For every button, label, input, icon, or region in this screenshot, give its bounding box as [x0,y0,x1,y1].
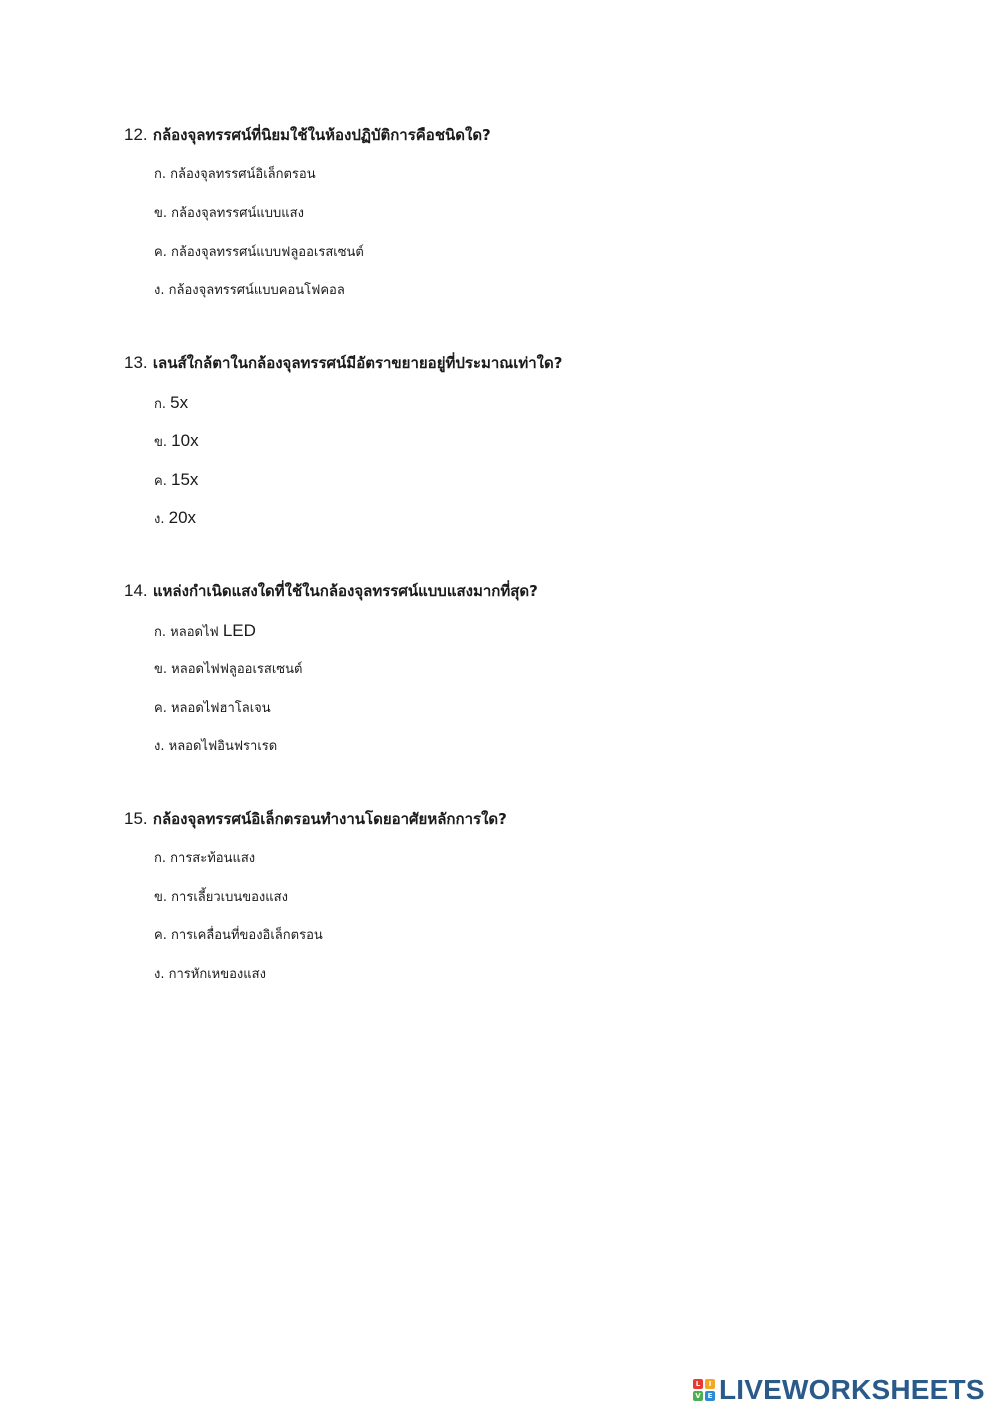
option-d[interactable] [154,736,277,758]
option-letter: ก. [154,167,167,182]
logo-square: L [693,1379,703,1389]
question-14 [124,580,944,754]
option-letter: ค. [154,701,167,716]
option-letter: ง. [154,283,165,298]
question-15 [124,808,944,982]
option-text-extra: LED [222,621,256,640]
option-b[interactable] [154,887,288,909]
option-letter: ค. [154,928,167,943]
option-text: หลอดไฟฟลูออเรสเซนต์ [171,662,303,677]
question-title [124,124,944,146]
option-b[interactable] [154,430,199,454]
option-text: 10x [171,431,199,450]
question-12 [124,124,944,298]
option-letter: ข. [154,662,168,677]
option-text: การหักเหของแสง [168,967,266,982]
question-text: แหล่งกำเนิดแสงใดที่ใช้ในกล้องจุลทรรศน์แบบแสงมากที่สุด? [152,582,538,600]
question-13 [124,352,944,527]
question-number: 12. [124,125,148,144]
option-d[interactable] [154,964,266,986]
option-text: กล้องจุลทรรศน์แบบฟลูออเรสเซนต์ [170,245,364,260]
option-letter: ค. [154,245,167,260]
logo-mark-icon [693,1379,715,1401]
question-title [124,352,944,374]
option-c[interactable] [154,925,323,947]
logo-square: I [705,1379,715,1389]
option-b[interactable] [154,659,302,681]
option-b[interactable] [154,203,304,225]
option-letter: ก. [154,851,167,866]
option-a[interactable] [154,164,316,186]
option-letter: ข. [154,890,168,905]
liveworksheets-logo [693,1374,985,1406]
option-text: 15x [170,470,199,489]
logo-square: V [693,1391,703,1401]
logo-square: E [705,1391,715,1401]
option-a[interactable] [154,620,256,644]
question-title [124,580,944,602]
option-text: หลอดไฟอินฟราเรด [168,739,278,754]
option-letter: ง. [154,739,165,754]
option-a[interactable] [154,848,255,870]
option-letter: ก. [154,625,167,640]
option-a[interactable] [154,392,188,416]
question-text: กล้องจุลทรรศน์อิเล็กตรอนทำงานโดยอาศัยหลักการใด? [152,810,507,828]
option-text: การเคลื่อนที่ของอิเล็กตรอน [170,928,323,943]
question-number: 13. [124,353,148,372]
option-c[interactable] [154,242,364,264]
option-d[interactable] [154,507,196,531]
option-d[interactable] [154,280,345,302]
option-letter: ข. [154,206,168,221]
logo-text: LIVEWORKSHEETS [719,1374,985,1405]
option-text: 5x [170,393,189,412]
question-number: 14. [124,581,148,600]
option-text: กล้องจุลทรรศน์แบบคอนโฟคอล [168,283,345,298]
option-c[interactable] [154,698,271,720]
option-letter: ค. [154,474,167,489]
question-text: เลนส์ใกล้ตาในกล้องจุลทรรศน์มีอัตราขยายอยู่ที่ประมาณเท่าใด? [152,354,563,372]
option-text: หลอดไฟฮาโลเจน [170,701,271,716]
question-number: 15. [124,809,148,828]
question-title [124,808,944,830]
option-letter: ก. [154,397,167,412]
option-c[interactable] [154,469,198,493]
option-text: การสะท้อนแสง [170,851,256,866]
option-letter: ง. [154,512,165,527]
option-letter: ง. [154,967,165,982]
option-text: 20x [168,508,197,527]
option-text: กล้องจุลทรรศน์อิเล็กตรอน [170,167,316,182]
option-text: การเลี้ยวเบนของแสง [171,890,288,905]
question-text: กล้องจุลทรรศน์ที่นิยมใช้ในห้องปฏิบัติการคือชนิดใด? [152,126,491,144]
option-letter: ข. [154,435,168,450]
option-text: กล้องจุลทรรศน์แบบแสง [171,206,304,221]
option-text: หลอดไฟ [170,625,219,640]
